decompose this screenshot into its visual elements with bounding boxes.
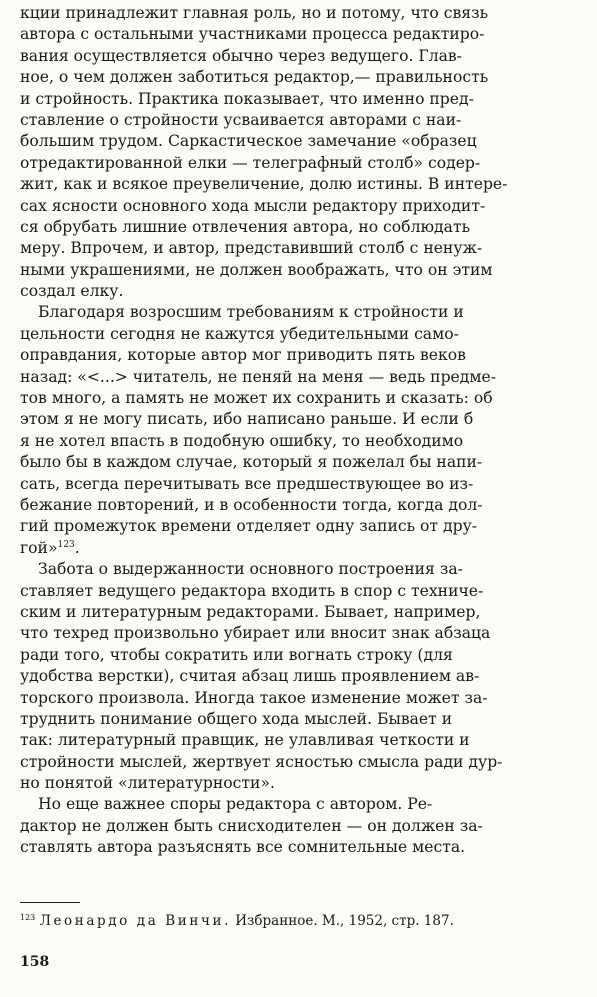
text-line: создал елку. [20,282,124,301]
text-line: тов много, а память не может их сохранить и сказать: об [20,389,493,408]
text-line: назад: «<...> читатель, не пеняй на меня — ведь предме- [20,367,497,386]
page-number: 158 [20,954,50,970]
text-line: торского произвола. Иногда такое изменение может за- [20,688,488,707]
text-line: я не хотел впасть в подобную ошибку, то необходимо [20,431,464,450]
footnote-number: 123 [20,913,36,922]
text-line: ное, о чем должен заботиться редактор,— правильность [20,68,489,87]
text-line: было бы в каждом случае, который я пожелал бы напи- [20,453,483,472]
text-line: бежание повторений, и в особенности тогда, когда дол- [20,495,483,514]
text-line: кции принадлежит главная роль, но и потому, что связь [20,4,489,22]
text-line: стройности мыслей, жертвует ясностью смысла ради дур- [20,752,503,771]
footnote-reference: 123 [57,539,75,550]
text-line: и стройность. Практика показывает, что именно пред- [20,89,474,108]
text-line: что техред произвольно убирает или вносит знак абзаца [20,624,491,643]
text-line: ставление о стройности усваивается авторами с наи- [20,110,462,129]
text-line: но понятой «литературности». [20,774,275,793]
text-line: удобства верстки), считая абзац лишь проявлением ав- [20,667,480,686]
text-line: меру. Впрочем, и автор, представивший столб с ненуж- [20,239,483,258]
body-text [20,3,582,859]
text-line: ради того, чтобы сократить или вогнать строку (для [20,645,453,664]
text-line: оправдания, которые автор мог приводить пять веков [20,346,466,365]
footnote-author: Леонардо да Винчи. [39,913,231,929]
text-line: гий промежуток времени отделяет одну запись от дру- [20,517,478,536]
text-line: ными украшениями, не должен воображать, что он этим [20,260,493,279]
text-line: ся обрубать лишние отвлечения автора, но соблюдать [20,217,471,236]
text-line: большим трудом. Саркастическое замечание «образец [20,132,477,151]
text-line: этом я не могу писать, ибо написано раньше. И если б [20,410,474,429]
text-line: цельности сегодня не кажутся убедительными само- [20,324,459,343]
text-line: сах ясности основного хода мысли редактору приходит- [20,196,486,215]
footnote [20,912,580,930]
text-fragment: гой» [20,538,58,557]
footnote-divider [20,902,80,903]
text-line: ставлять автора разъяснять все сомнительные места. [20,838,466,857]
text-line: вания осуществляется обычно через ведущего. Глав- [20,46,462,65]
text-line: ставляет ведущего редактора входить в спор с техниче- [20,581,484,600]
text-line: дактор не должен быть снисходителен — он должен за- [20,816,483,835]
text-line: сать, всегда перечитывать все предшествующее во из- [20,474,474,493]
text-line: Забота о выдержанности основного построения за- [38,560,463,579]
text-fragment: . [74,538,80,557]
text-line: Но еще важнее споры редактора с автором. Ре- [38,795,433,814]
text-line: труднить понимание общего хода мыслей. Бывает и [20,709,453,728]
text-line: жит, как и всякое преувеличение, долю истины. В интере- [20,175,508,194]
text-line-with-footnote-ref [20,538,582,559]
text-line: ским и литературным редакторами. Бывает, например, [20,602,481,621]
text-line: так: литературный правщик, не улавливая четкости и [20,731,470,750]
text-line: автора с остальными участниками процесса редактиро- [20,25,485,44]
footnote-text: Избранное. М., 1952, стр. 187. [230,913,454,929]
text-line: отредактированной елки — телеграфный столб» содер- [20,153,481,172]
text-line: Благодаря возросшим требованиям к стройности и [38,303,464,322]
